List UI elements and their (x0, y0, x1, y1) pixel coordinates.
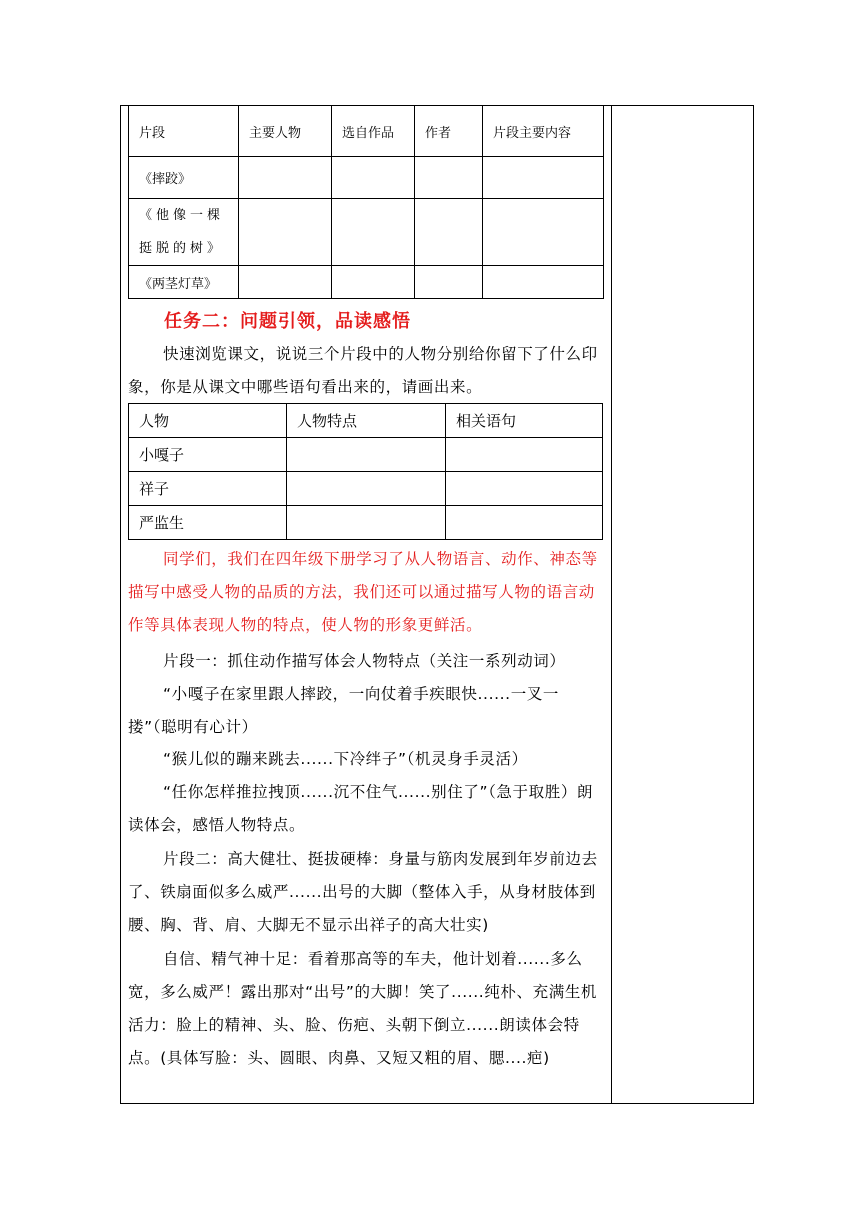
table-cell: 《摔跤》 (129, 157, 239, 199)
table-cell (332, 157, 415, 199)
excerpt1-quote-2: “猴儿似的蹦来跳去......下冷绊子”（机灵身手灵活） (163, 750, 528, 768)
table-cell (332, 199, 415, 266)
table-row (129, 157, 604, 199)
table-cell: 小嘎子 (129, 438, 287, 472)
table-row (129, 472, 603, 506)
header-cell: 人物特点 (287, 404, 446, 438)
excerpt-table-header (129, 106, 604, 157)
character-table-header (129, 404, 603, 438)
excerpt2-detail-paragraph: 自信、精气神十足：看着那高等的车夫，他计划着......多么宽，多么威严！露出那对“出号”的大脚！笑了......纯朴、充满生机活力：脸上的精神、头、脸、伤疤、头朝下倒立......朗读体会特点。(具体写脸：头、圆眼、肉鼻、又短又粗的眉、腮....疤) (128, 950, 598, 1067)
header-cell: 人物 (129, 404, 287, 438)
table-cell (239, 266, 332, 299)
table-cell (446, 472, 603, 506)
table-cell: 《两茎灯草》 (129, 266, 239, 299)
excerpt1-quote-3: “任你怎样推拉拽顶......沉不住气......别住了”（急于取胜）朗读体会，感悟人物特点。 (128, 783, 594, 834)
table-row (129, 506, 603, 540)
table-row (129, 199, 604, 266)
outer-column-divider (611, 105, 612, 1104)
table-cell (332, 266, 415, 299)
table-row (129, 266, 604, 299)
excerpt1-heading: 片段一：抓住动作描写体会人物特点（关注一系列动词） (163, 652, 566, 670)
table-cell (239, 157, 332, 199)
table-row (129, 438, 603, 472)
table-cell (239, 199, 332, 266)
excerpt2-paragraph: 片段二：高大健壮、挺拔硬棒：身量与筋肉发展到年岁前边去了、铁扇面似多么威严......出号的大脚（整体入手，从身材肢体到腰、胸、背、肩、大脚无不显示出祥子的高大壮实) (128, 850, 598, 934)
header-cell: 作者 (415, 106, 483, 157)
excerpt1-quote-1: “小嘎子在家里跟人摔跤，一向仗着手疾眼快......一叉一搂”（聪明有心计） (128, 685, 559, 736)
header-cell: 选自作品 (332, 106, 415, 157)
table-cell (287, 506, 446, 540)
table-cell (287, 472, 446, 506)
table-cell (483, 199, 604, 266)
table-cell (415, 266, 483, 299)
character-table (128, 403, 603, 540)
header-cell: 片段 (129, 106, 239, 157)
instruction-paragraph: 快速浏览课文，说说三个片段中的人物分别给你留下了什么印象，你是从课文中哪些语句看出来的，请画出来。 (128, 345, 598, 396)
excerpt-table (128, 105, 604, 299)
table-cell (415, 157, 483, 199)
table-cell: 《他像一棵挺脱的树》 (129, 199, 239, 266)
table-cell: 严监生 (129, 506, 287, 540)
table-cell (446, 506, 603, 540)
table-cell (415, 199, 483, 266)
table-cell (287, 438, 446, 472)
table-cell (483, 157, 604, 199)
table-cell: 祥子 (129, 472, 287, 506)
method-note-paragraph: 同学们，我们在四年级下册学习了从人物语言、动作、神态等描写中感受人物的品质的方法，我们还可以通过描写人物的语言动作等具体表现人物的特点，使人物的形象更鲜活。 (128, 550, 598, 634)
table-cell (483, 266, 604, 299)
header-cell: 片段主要内容 (483, 106, 604, 157)
header-cell: 相关语句 (446, 404, 603, 438)
task2-heading: 任务二：问题引领，品读感悟 (164, 311, 411, 332)
header-cell: 主要人物 (239, 106, 332, 157)
table-cell (446, 438, 603, 472)
